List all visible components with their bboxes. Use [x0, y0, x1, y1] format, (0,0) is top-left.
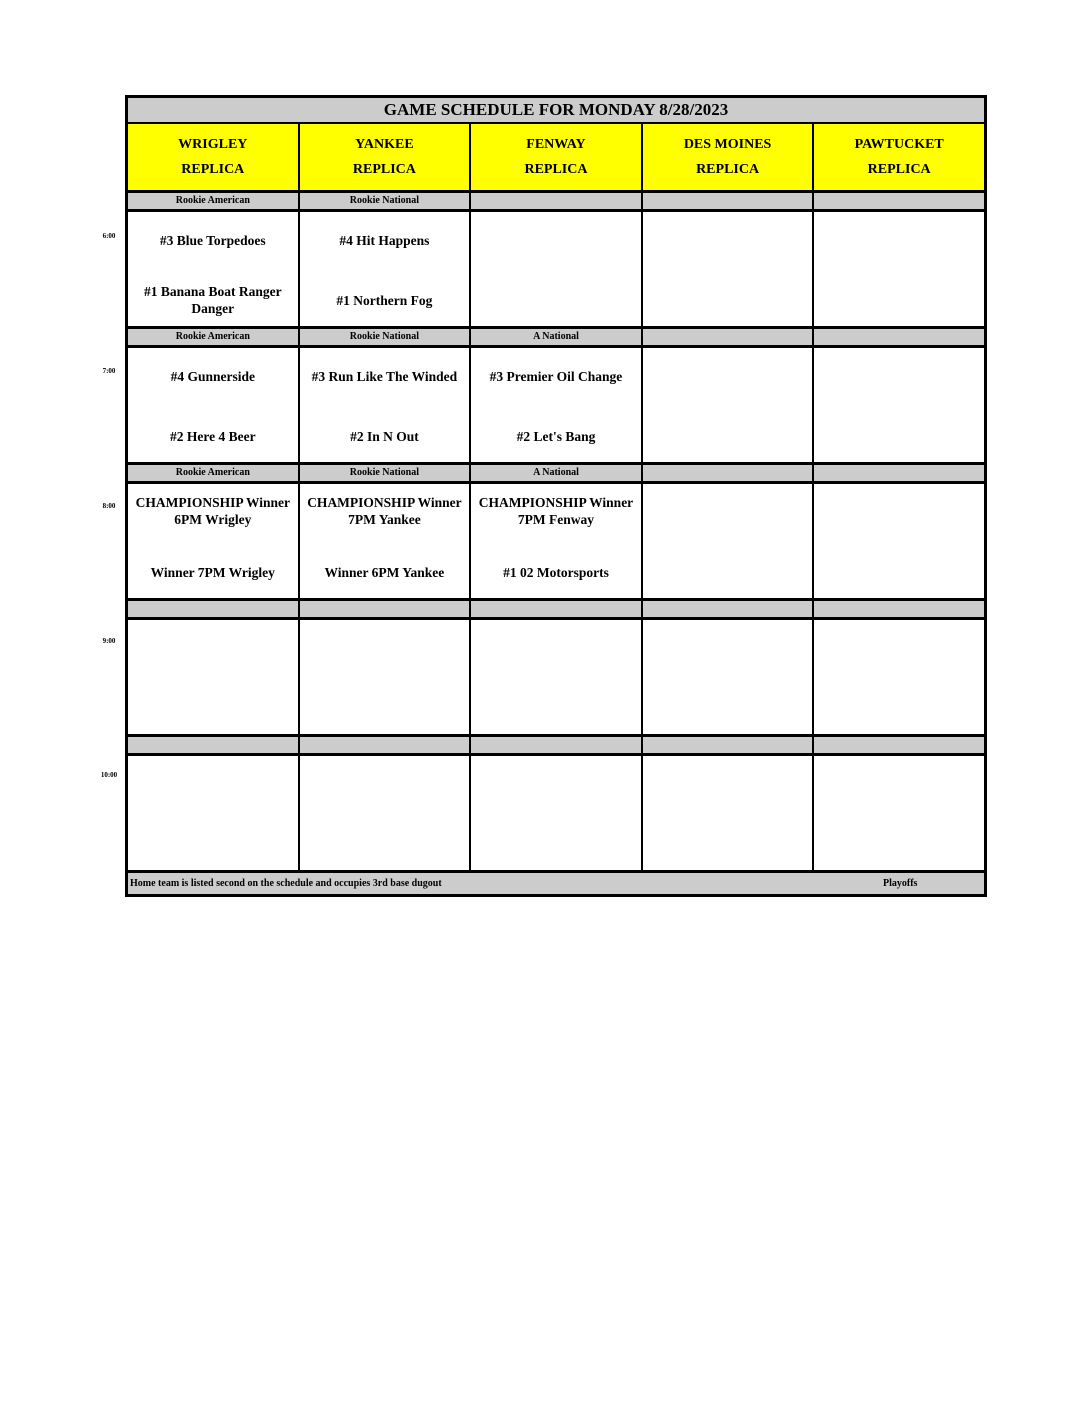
away-team: #4 Hit Happens [339, 233, 430, 248]
game-cell [471, 620, 643, 734]
footer-note: Home team is listed second on the schedule and occupies 3rd base dugout [130, 878, 442, 889]
game-cell [814, 484, 984, 598]
division-row [128, 193, 984, 212]
field-name: PAWTUCKET [854, 136, 944, 152]
schedule-table [125, 95, 987, 897]
away-team: #4 Gunnerside [170, 369, 255, 384]
division-label [128, 737, 300, 753]
home-team: #1 Northern Fog [336, 293, 433, 308]
division-label [643, 737, 815, 753]
game-cell [814, 212, 984, 326]
game-cell [643, 756, 815, 870]
game-cell [643, 620, 815, 734]
division-label [643, 193, 815, 209]
division-label [471, 193, 643, 209]
division-row [128, 737, 984, 756]
game-cell [643, 484, 815, 598]
home-team: #1 Banana Boat Ranger Danger [143, 284, 282, 316]
division-label [643, 329, 815, 345]
game-row [128, 212, 984, 329]
home-team: #2 Here 4 Beer [170, 429, 256, 444]
game-row [128, 484, 984, 601]
division-label [814, 193, 984, 209]
division-label: A National [471, 465, 643, 481]
game-cell [128, 348, 300, 462]
field-header-row [128, 124, 984, 193]
away-team: CHAMPIONSHIP Winner 6PM Wrigley [135, 495, 290, 527]
field-header [128, 124, 300, 190]
game-cell [471, 756, 643, 870]
field-type: REPLICA [181, 161, 245, 177]
field-header [814, 124, 984, 190]
schedule-title: GAME SCHEDULE FOR MONDAY 8/28/2023 [128, 98, 984, 124]
division-label [814, 329, 984, 345]
game-cell [300, 620, 472, 734]
division-label [814, 601, 984, 617]
division-label [814, 737, 984, 753]
division-label: A National [471, 329, 643, 345]
game-cell [471, 484, 643, 598]
division-label [300, 601, 472, 617]
division-row [128, 601, 984, 620]
time-label: 7:00 [102, 367, 116, 375]
division-label: Rookie National [300, 465, 472, 481]
division-label: Rookie American [128, 329, 300, 345]
time-label: 6:00 [102, 232, 116, 240]
game-cell [300, 348, 472, 462]
time-label: 8:00 [102, 502, 116, 510]
field-header [471, 124, 643, 190]
division-label [300, 737, 472, 753]
game-cell [471, 212, 643, 326]
away-team: #3 Blue Torpedoes [159, 233, 266, 248]
game-cell [128, 620, 300, 734]
away-team: #3 Premier Oil Change [489, 369, 623, 384]
footer-label: Playoffs [883, 878, 918, 889]
game-cell [643, 212, 815, 326]
division-label: Rookie National [300, 329, 472, 345]
field-name: FENWAY [526, 136, 586, 152]
field-name: DES MOINES [683, 136, 772, 152]
home-team: #1 02 Motorsports [503, 565, 609, 580]
game-cell [814, 620, 984, 734]
field-name: YANKEE [355, 136, 414, 152]
field-type: REPLICA [352, 161, 416, 177]
game-cell [814, 348, 984, 462]
away-team: CHAMPIONSHIP Winner 7PM Fenway [478, 495, 634, 527]
field-type: REPLICA [524, 161, 588, 177]
division-label: Rookie American [128, 465, 300, 481]
field-type: REPLICA [867, 161, 931, 177]
game-row [128, 620, 984, 737]
away-team: #3 Run Like The Winded [311, 369, 458, 384]
game-row [128, 348, 984, 465]
game-cell [300, 756, 472, 870]
field-type: REPLICA [696, 161, 760, 177]
division-row [128, 465, 984, 484]
division-label: Rookie American [128, 193, 300, 209]
game-cell [471, 348, 643, 462]
game-cell [128, 756, 300, 870]
game-cell [300, 484, 472, 598]
division-label [814, 465, 984, 481]
division-label [471, 737, 643, 753]
game-cell [128, 484, 300, 598]
game-cell [814, 756, 984, 870]
home-team: #2 Let's Bang [516, 429, 596, 444]
division-label [128, 601, 300, 617]
game-cell [300, 212, 472, 326]
division-row [128, 329, 984, 348]
away-team: CHAMPIONSHIP Winner 7PM Yankee [307, 495, 462, 527]
field-name: WRIGLEY [178, 136, 248, 152]
home-team: Winner 7PM Wrigley [150, 565, 275, 580]
game-cell [643, 348, 815, 462]
division-label [643, 465, 815, 481]
game-row [128, 756, 984, 873]
home-team: Winner 6PM Yankee [324, 565, 445, 580]
time-label: 9:00 [102, 637, 116, 645]
home-team: #2 In N Out [350, 429, 419, 444]
time-label: 10:00 [100, 771, 118, 779]
game-cell [128, 212, 300, 326]
division-label [643, 601, 815, 617]
field-header [300, 124, 472, 190]
division-label [471, 601, 643, 617]
field-header [643, 124, 815, 190]
schedule-footer [128, 873, 984, 894]
division-label: Rookie National [300, 193, 472, 209]
